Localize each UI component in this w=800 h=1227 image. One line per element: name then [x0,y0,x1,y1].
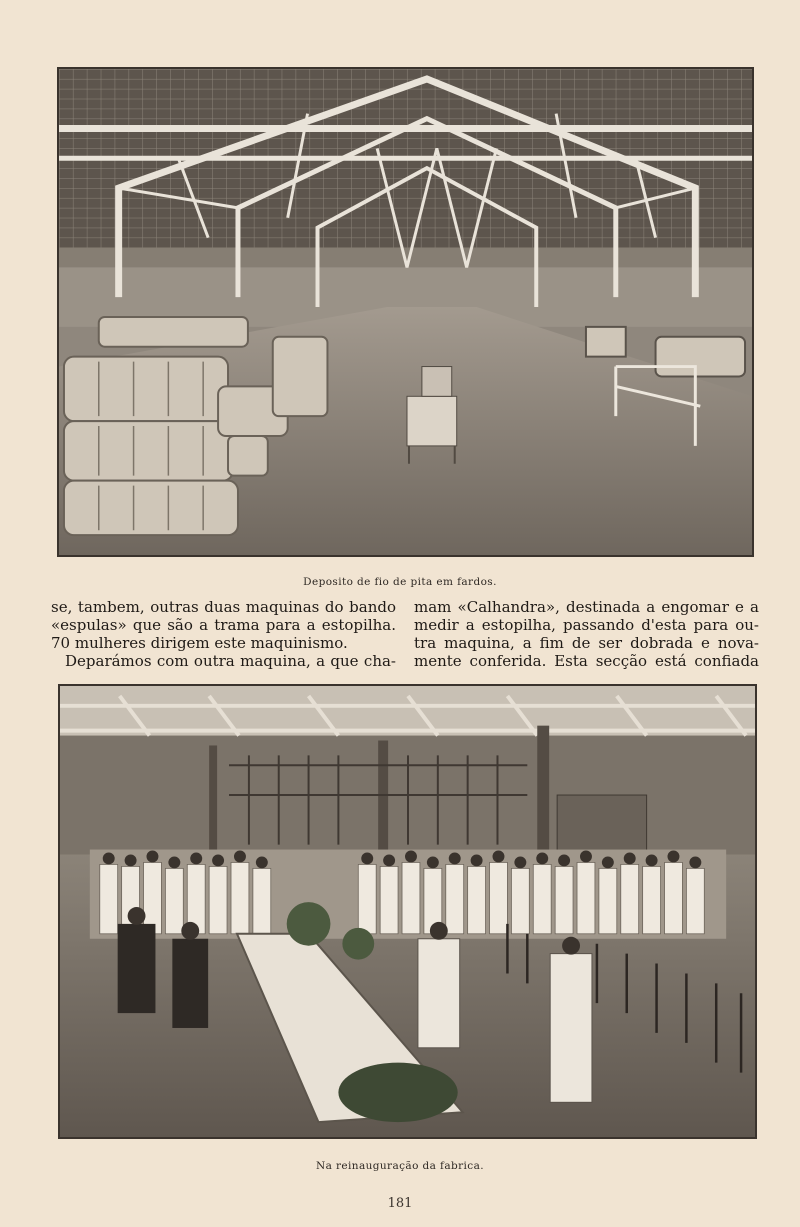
figure-caption-warehouse: Deposito de fio de pita em fardos. [303,576,497,588]
text-line: tra maquina, a fim de ser dobrada e nova- [414,634,759,652]
factory-group-illustration [60,686,755,1137]
text-line: mam «Calhandra», destinada a engomar e a [414,598,759,616]
text-line: «espulas» que são a trama para a estopilha. [51,616,396,634]
text-line: Deparámos com outra maquina, a que cha- [65,652,396,670]
text-column-right [414,598,759,670]
factory-group-photo [58,684,757,1139]
warehouse-illustration [59,69,752,555]
text-column-left [51,598,396,670]
text-line: medir a estopilha, passando d'esta para ou- [414,616,759,634]
figure-caption-factory: Na reinauguração da fabrica. [316,1160,484,1172]
text-line: mente conferida. Esta secção está confiada [414,652,759,670]
text-line: se, tambem, outras duas maquinas do bando [51,598,396,616]
text-line: 70 mulheres dirigem este maquinismo. [51,634,348,652]
warehouse-photo [57,67,754,557]
page-number: 181 [387,1196,413,1211]
